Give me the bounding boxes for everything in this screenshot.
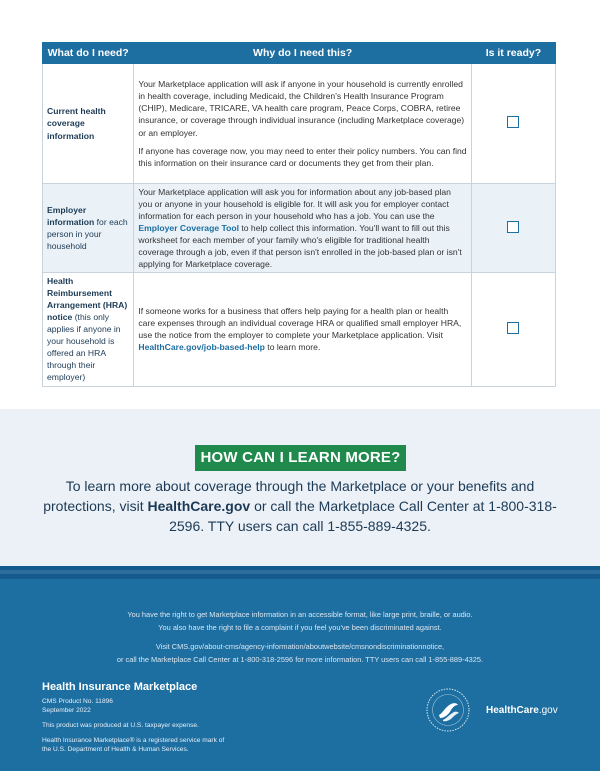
ready-checkbox[interactable] (507, 116, 519, 128)
item-note: (this only applies if anyone in your household is offered an HRA through their employer) (47, 312, 121, 383)
row-ready (471, 184, 555, 273)
item-note: for each person in your household (47, 217, 128, 252)
trademark-note: Health Insurance Marketplace® is a registered service mark of (42, 737, 225, 744)
learn-more-text-part: To learn more about coverage through the Marketplace or your benefits and protections, visit (43, 478, 535, 514)
nondiscrimination-link[interactable]: Visit CMS.gov/about-cms/agency-information/aboutwebsite/cmsnondiscriminationnotice, (155, 642, 445, 651)
logo-tld: .gov (538, 705, 558, 716)
rights-notice (40, 608, 560, 666)
row-item (43, 184, 134, 273)
item-title: Current health coverage information (47, 106, 106, 141)
table-row (43, 273, 556, 386)
item-title: Health Reimbursement Arrangement (HRA) notice (47, 276, 128, 323)
product-date: September 2022 (42, 707, 91, 714)
learn-more-heading: HOW CAN I LEARN MORE? (195, 445, 406, 471)
marketplace-brand: Health Insurance Marketplace (42, 681, 198, 693)
logo-main: HealthCare (486, 705, 539, 716)
footer (0, 579, 600, 771)
header-ready: Is it ready? (471, 43, 555, 64)
rights-line: You also have the right to file a complaint if you feel you've been discriminated against. (158, 623, 442, 632)
row-item (43, 273, 134, 386)
learn-more-text-part: or call the Marketplace Call Center at 1-800-318-2596. TTY users can call 1-855-889-4325. (169, 498, 557, 534)
healthcare-gov-logo[interactable] (486, 705, 558, 716)
healthcare-gov-link[interactable]: HealthCare.gov (147, 498, 251, 514)
reason-text: to help collect this information. You'll want to fill out this worksheet for each member of your family who's eligible for traditional health coverage through a job, even if that person isn't enrolled in the job-based plan or isn't applying for Marketplace coverage. (138, 223, 462, 270)
ready-checkbox[interactable] (507, 322, 519, 334)
footer-divider-line (0, 570, 600, 574)
rights-line: or call the Marketplace Call Center at 1-800-318-2596 for more information. TTY users can call 1-855-889-4325. (116, 655, 484, 664)
table-header-row (43, 43, 556, 64)
reason-text: to learn more. (264, 342, 321, 353)
table-row (43, 184, 556, 273)
table-row (43, 64, 556, 184)
reason-paragraph: Your Marketplace application will ask if anyone in your household is currently enrolled in health coverage, including Medicaid, the Children's Health Insurance Program (CHIP), Medicare, TRICARE, VA health care program, Peace Corps, COBRA, retiree insurance, or coverage through individual insurance (including Marketplace coverage) or an employer. (138, 79, 465, 138)
row-reason (134, 273, 472, 386)
ready-checkbox[interactable] (507, 221, 519, 233)
learn-more-section (0, 409, 600, 566)
row-ready (471, 273, 555, 386)
header-what: What do I need? (43, 43, 134, 64)
header-why: Why do I need this? (134, 43, 472, 64)
reason-text: If someone works for a business that offers help paying for a health plan or health care expenses through an individual coverage HRA or qualified small employer HRA, use the notice from the employer to complete your Marketplace application. Visit (138, 306, 462, 341)
product-number: CMS Product No. 11896 (42, 698, 113, 705)
row-ready (471, 64, 555, 184)
item-title: Employer information (47, 205, 95, 228)
job-based-help-link[interactable]: HealthCare.gov/job-based-help (138, 342, 265, 353)
trademark-note: the U.S. Department of Health & Human Services. (42, 746, 189, 753)
taxpayer-note: This product was produced at U.S. taxpayer expense. (42, 722, 199, 729)
rights-line: You have the right to get Marketplace information in an accessible format, like large print, braille, or audio. (127, 610, 473, 619)
row-reason (134, 184, 472, 273)
employer-coverage-tool-link[interactable]: Employer Coverage Tool (138, 223, 239, 234)
learn-more-text (40, 476, 560, 536)
reason-paragraph: If anyone has coverage now, you may need to enter their policy numbers. You can find this information on their insurance card or documents they get from their plan. (138, 145, 467, 168)
reason-text: Your Marketplace application will ask you for information about any job-based plan you or anyone in your household is eligible for. It will ask you for employer contact information for each person in your household who has a job. You can use the (138, 187, 451, 222)
product-meta (42, 697, 224, 754)
row-reason (134, 64, 472, 184)
checklist-table (42, 42, 556, 387)
row-item (43, 64, 134, 184)
hhs-seal-icon (425, 687, 471, 733)
